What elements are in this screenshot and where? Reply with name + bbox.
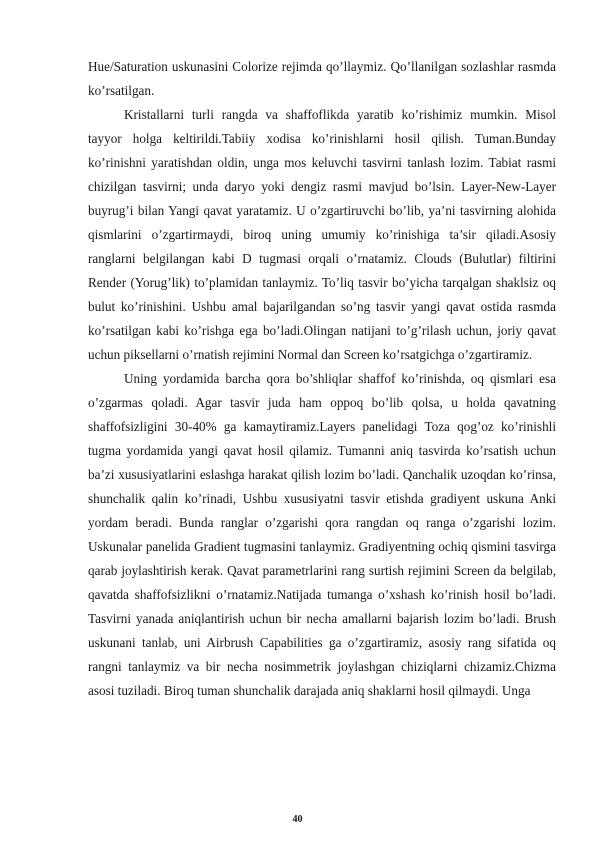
paragraph-hue-saturation: Hue/Saturation uskunasini Colorize rejimda qo’llaymiz. Qo’llanilgan sozlashlar rasmda ko’rsatilgan. [88,59,556,98]
paragraph-gradient-fog: Uning yordamida barcha qora bo’shliqlar shaffof ko’rinishda, oq qismlari esa o’zgarmas qoladi. Agar tasvir juda ham oppoq bo’lib qolsa, u holda qavatning shaffofsizligini 30-40% ga kamaytiramiz.Layers panelidagi Toza qog’oz ko’rinishli tugma yordamida yangi qavat hosil qilamiz. Tumanni aniq tasvirda ko’rsatish uchun ba’zi xususiyatlarini eslashga harakat qilish lozim bo’ladi. Qanchalik uzoqdan ko’rinsa, shunchalik qalin ko’rinadi, Ushbu xususiyatni tasvir etishda gradiyent uskuna Anki yordam beradi. Bunda ranglar o’zgarishi qora rangdan oq ranga o’zgarishi lozim. Uskunalar panelida Gradient tugmasini tanlaymiz. Gradiyentning ochiq qismini tasvirga qarab joylashtirish kerak. Qavat parametrlarini rang surtish rejimini Screen da belgilab, qavatda shaffofsizlikni o’rnatamiz.Natijada tumanga o’xshash ko’rinish hosil bo’ladi. Tasvirni yanada aniqlantirish uchun bir necha amallarni bajarish lozim bo’ladi. Brush uskunani tanlab, uni Airbrush Capabilities ga o’zgartiramiz, asosiy rang sifatida oq rangni tanlaymiz va bir necha nosimmetrik joylashgan chiziqlarni chizamiz.Chizma asosi tuziladi. Biroq tuman shunchalik darajada aniq shaklarni hosil qilmaydi. Unga [88,371,556,698]
page-number: 40 [292,814,303,825]
paragraph-crystals-fog: Kristallarni turli rangda va shaffoflikda yaratib ko’rishimiz mumkin. Misol tayyor holga keltirildi.Tabiiy xodisa ko’rinishlarni hosil qilish. Tuman.Bunday ko’rinishni yaratishdan oldin, unga mos keluvchi tasvirni tanlash lozim. Tabiat rasmi chizilgan tasvirni; unda daryo yoki dengiz rasmi mavjud bo’lsin. Layer-New-Layer buyrug’i bilan Yangi qavat yaratamiz. U o’zgartiruvchi bo’lib, ya’ni tasvirning alohida qismlarini o’zgartirmaydi, biroq uning umumiy ko’rinishiga ta’sir qiladi.Asosiy ranglarni belgilangan kabi D tugmasi orqali o’rnatamiz. Clouds (Bulutlar) filtirini Render (Yorug’lik) to’plamidan tanlaymiz. To’liq tasvir bo’yicha tarqalgan shaklsiz oq bulut ko’rinishini. Ushbu amal bajarilgandan so’ng tasvir yangi qavat ostida rasmda ko’rsatilgan kabi ko’rishga ega bo’ladi.Olingan natijani to’g’rilash uchun, joriy qavat uchun piksellarni o’rnatish rejimini Normal dan Screen ko’rsatgichga o’zgartiramiz. [88,107,556,362]
page-body [88,55,556,703]
